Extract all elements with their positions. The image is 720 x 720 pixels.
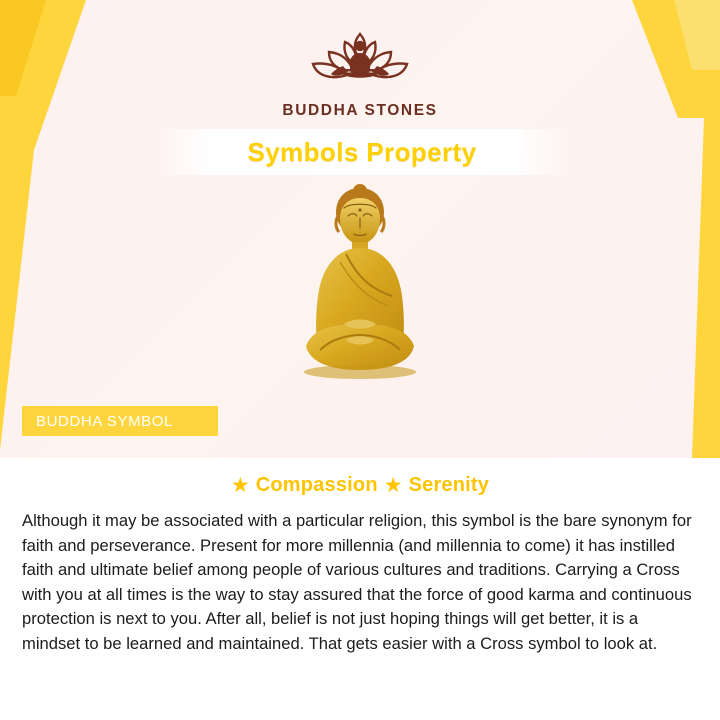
- title-banner: [152, 129, 572, 175]
- golden-seated-buddha-statue-icon: [260, 178, 460, 403]
- description-paragraph: Although it may be associated with a particular religion, this symbol is the bare synonym for faith and perseverance. Present for more millennia (and millennia to come) it has instilled faith and ultimate belief among people of various cultures and traditions. Carrying a Cross with you at all times is the way to stay assured that the force of good karma and continuous protection is next to you. After all, belief is not just hoping things will get better, it is a mindset to be learned and maintained. That gets easier with a Cross symbol to look at.: [22, 511, 692, 653]
- keyword-second: Serenity: [408, 474, 490, 496]
- lotus-meditation-icon: [285, 22, 435, 94]
- brand-header: [0, 22, 720, 120]
- keyword-first: Compassion: [255, 474, 378, 496]
- page-title: Symbols Property: [247, 136, 477, 167]
- brand-name: BUDDHA STONES: [282, 102, 438, 119]
- keywords-heading: [22, 474, 698, 497]
- star-icon-left: ★: [230, 474, 250, 497]
- symbol-tag-label: BUDDHA SYMBOL: [36, 412, 173, 430]
- content-panel: [0, 458, 720, 720]
- star-icon-right: ★: [383, 474, 403, 497]
- symbol-tag: [22, 406, 218, 436]
- hero-image: [0, 178, 720, 403]
